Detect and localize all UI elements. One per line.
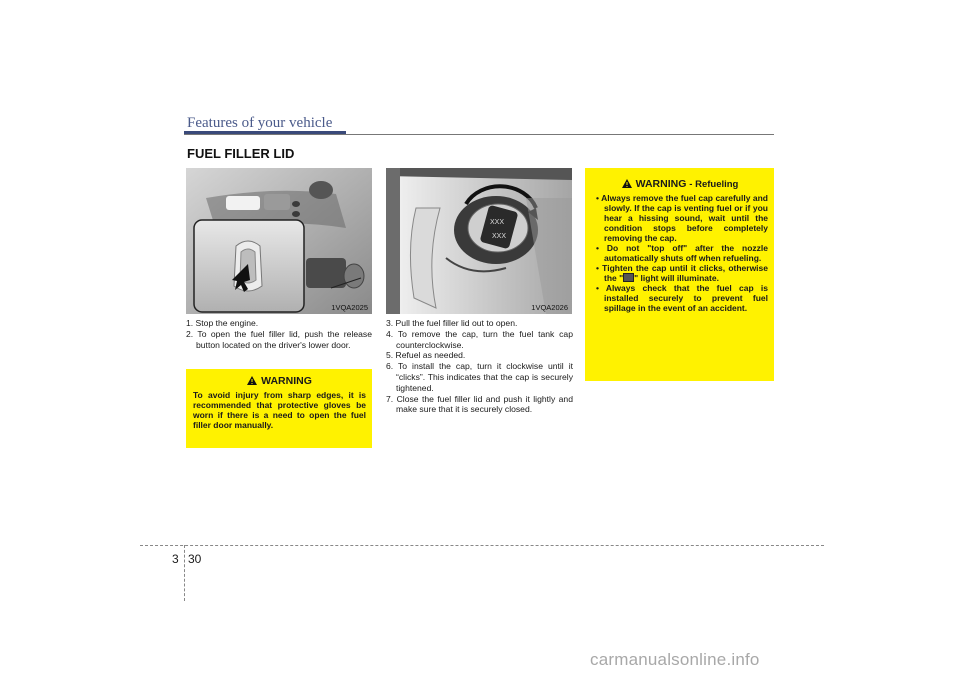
- door-release-photo: [186, 168, 372, 314]
- warning-bullets: [592, 193, 768, 313]
- step-item: 4. To remove the cap, turn the fuel tank cap counterclockwise.: [386, 328, 573, 350]
- chapter-number: 3: [172, 552, 179, 566]
- warning-heading: [592, 178, 768, 190]
- warning-bullet-text: Do not "top off" after the nozzle automatically shuts off when refueling.: [604, 243, 768, 263]
- warning-box-refueling: [585, 168, 774, 381]
- warning-icon: [622, 179, 632, 188]
- footer-rule: [140, 545, 824, 546]
- warning-text: To avoid injury from sharp edges, it is recommended that protective gloves be worn if there is a need to open the fuel filler door manually.: [193, 390, 366, 430]
- warning-bullet: • Tighten the cap until it clicks, otherwise the " " light will illuminate.: [596, 263, 769, 283]
- warning-icon: [247, 376, 257, 385]
- warning-bullet-text: Tighten the cap until it clicks, otherwise the ": [602, 263, 769, 283]
- step-item: 3. Pull the fuel filler lid out to open.: [386, 318, 518, 328]
- steps-list-left: [186, 318, 372, 350]
- step-item: 1. Stop the engine.: [186, 318, 259, 328]
- steps-list-right: [386, 318, 573, 415]
- page-number: 30: [188, 552, 202, 566]
- footer-divider: [184, 545, 185, 601]
- watermark: carmanualsonline.info: [590, 650, 760, 669]
- step-item: 6. To install the cap, turn it clockwise until it “clicks”. This indicates that the cap is securely tightened.: [386, 361, 573, 393]
- step-item: 7. Close the fuel filler lid and push it lightly and make sure that it is securely closed.: [386, 393, 573, 415]
- header-rule: [184, 134, 774, 135]
- warning-bullet-text: Always remove the fuel cap carefully and slowly. If the cap is venting fuel or if you hear a hissing sound, wait until the condition stops before completely removing the cap.: [601, 193, 768, 243]
- warning-bullet: • Always check that the fuel cap is installed securely to prevent fuel spillage in the event of an accident.: [596, 283, 768, 313]
- warning-bullet: • Always remove the fuel cap carefully and slowly. If the cap is venting fuel or if you hear a hissing sound, wait until the condition stops before completely removing the cap.: [596, 193, 768, 243]
- warning-box-gloves: [186, 369, 372, 448]
- warning-bullet-text: " light will illuminate.: [634, 273, 719, 283]
- step-item: 2. To open the fuel filler lid, push the release button located on the driver's lower door.: [186, 328, 372, 350]
- warning-bullet: • Do not "top off" after the nozzle automatically shuts off when refueling.: [596, 243, 768, 263]
- section-header-title: Features of your vehicle: [187, 115, 333, 131]
- page-title: FUEL FILLER LID: [187, 146, 295, 161]
- fuel-cap-photo: [386, 168, 572, 314]
- photo-code: 1VQA2025: [331, 303, 368, 312]
- warning-subheading: - Refueling: [689, 179, 739, 190]
- svg-text:XXX: XXX: [492, 233, 507, 240]
- photo-code: 1VQA2026: [531, 303, 568, 312]
- fuel-cap-warning-icon: [623, 273, 634, 282]
- warning-heading: [193, 375, 366, 387]
- step-item: 5. Refuel as needed.: [386, 350, 466, 361]
- svg-text:XXX: XXX: [490, 219, 505, 226]
- warning-label: WARNING: [635, 178, 687, 190]
- warning-bullet-text: Always check that the fuel cap is installed securely to prevent fuel spillage in the event of an accident.: [604, 283, 768, 313]
- warning-label: WARNING: [261, 375, 312, 387]
